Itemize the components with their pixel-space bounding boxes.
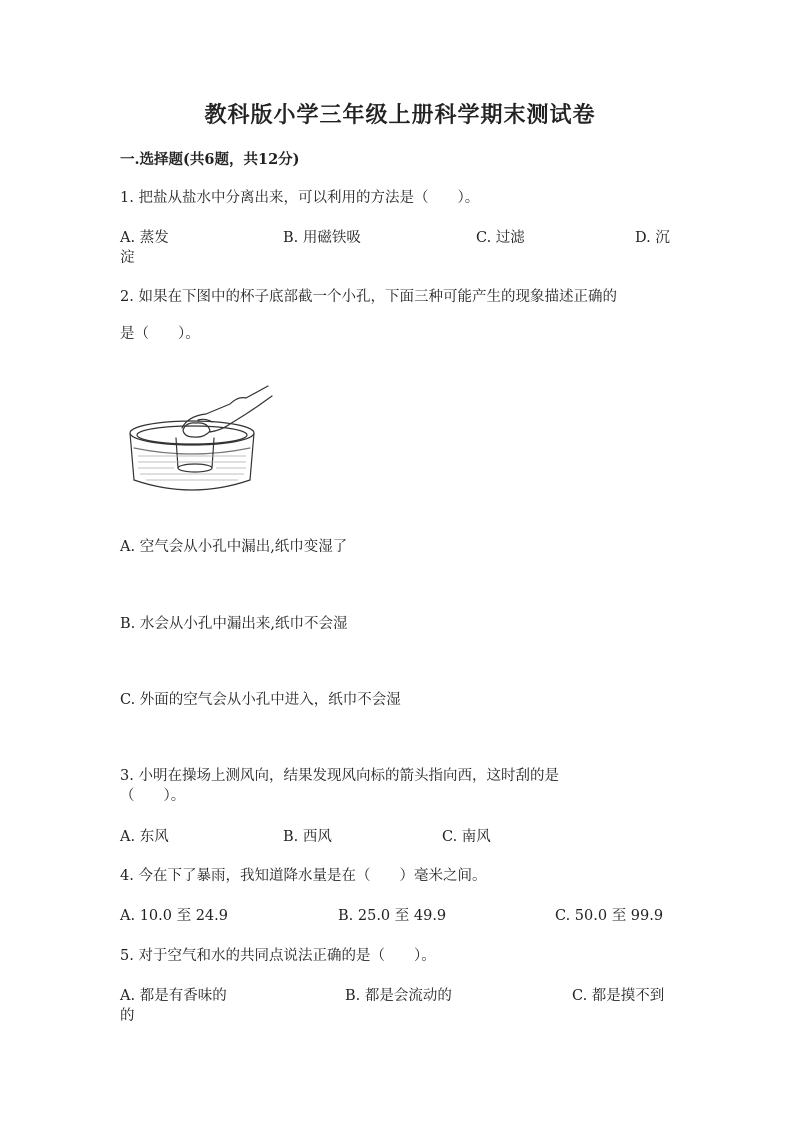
question-1-option-b: B. 用磁铁吸 [283, 230, 361, 246]
page-title: 教科版小学三年级上册科学期末测试卷 [204, 102, 596, 128]
question-5-option-a: A. 都是有香味的 [120, 988, 227, 1004]
question-3-option-b: B. 西风 [283, 829, 332, 845]
question-5-option-c-wrap: 的 [120, 1008, 135, 1024]
question-2-option-a: A. 空气会从小孔中漏出,纸巾变湿了 [120, 539, 348, 555]
question-5-option-c: C. 都是摸不到 [572, 988, 665, 1004]
question-1-option-c: C. 过滤 [476, 230, 525, 246]
question-1-stem: 1. 把盐从盐水中分离出来，可以利用的方法是（ ）。 [120, 190, 480, 206]
question-3-stem-line2: （ ）。 [120, 788, 186, 804]
question-5-option-b: B. 都是会流动的 [345, 988, 452, 1004]
question-2-stem-line2: 是（ ）。 [120, 326, 200, 342]
question-1-option-d: D. 沉 [635, 230, 670, 246]
question-1-option-a: A. 蒸发 [120, 230, 169, 246]
question-3-option-a: A. 东风 [120, 829, 169, 845]
question-4-option-a: A. 10.0 至 24.9 [120, 908, 228, 924]
question-3-stem-line1: 3. 小明在操场上测风向，结果发现风向标的箭头指向西，这时刮的是 [120, 768, 559, 784]
question-2-option-c: C. 外面的空气会从小孔中进入，纸巾不会湿 [120, 692, 401, 708]
question-2-stem-line1: 2. 如果在下图中的杯子底部截一个小孔，下面三种可能产生的现象描述正确的 [120, 289, 617, 305]
question-4-option-b: B. 25.0 至 49.9 [338, 908, 447, 924]
question-5-stem: 5. 对于空气和水的共同点说法正确的是（ ）。 [120, 948, 436, 964]
question-1-option-d-wrap: 淀 [120, 250, 135, 266]
section-heading: 一.选择题(共6题，共12分) [120, 151, 300, 168]
question-4-stem: 4. 今在下了暴雨，我知道降水量是在（ ）毫米之间。 [120, 868, 487, 884]
question-4-option-c: C. 50.0 至 99.9 [555, 908, 664, 924]
question-2-option-b: B. 水会从小孔中漏出来,纸巾不会湿 [120, 616, 348, 632]
cup-in-water-figure [126, 376, 276, 498]
question-3-option-c: C. 南风 [442, 829, 491, 845]
